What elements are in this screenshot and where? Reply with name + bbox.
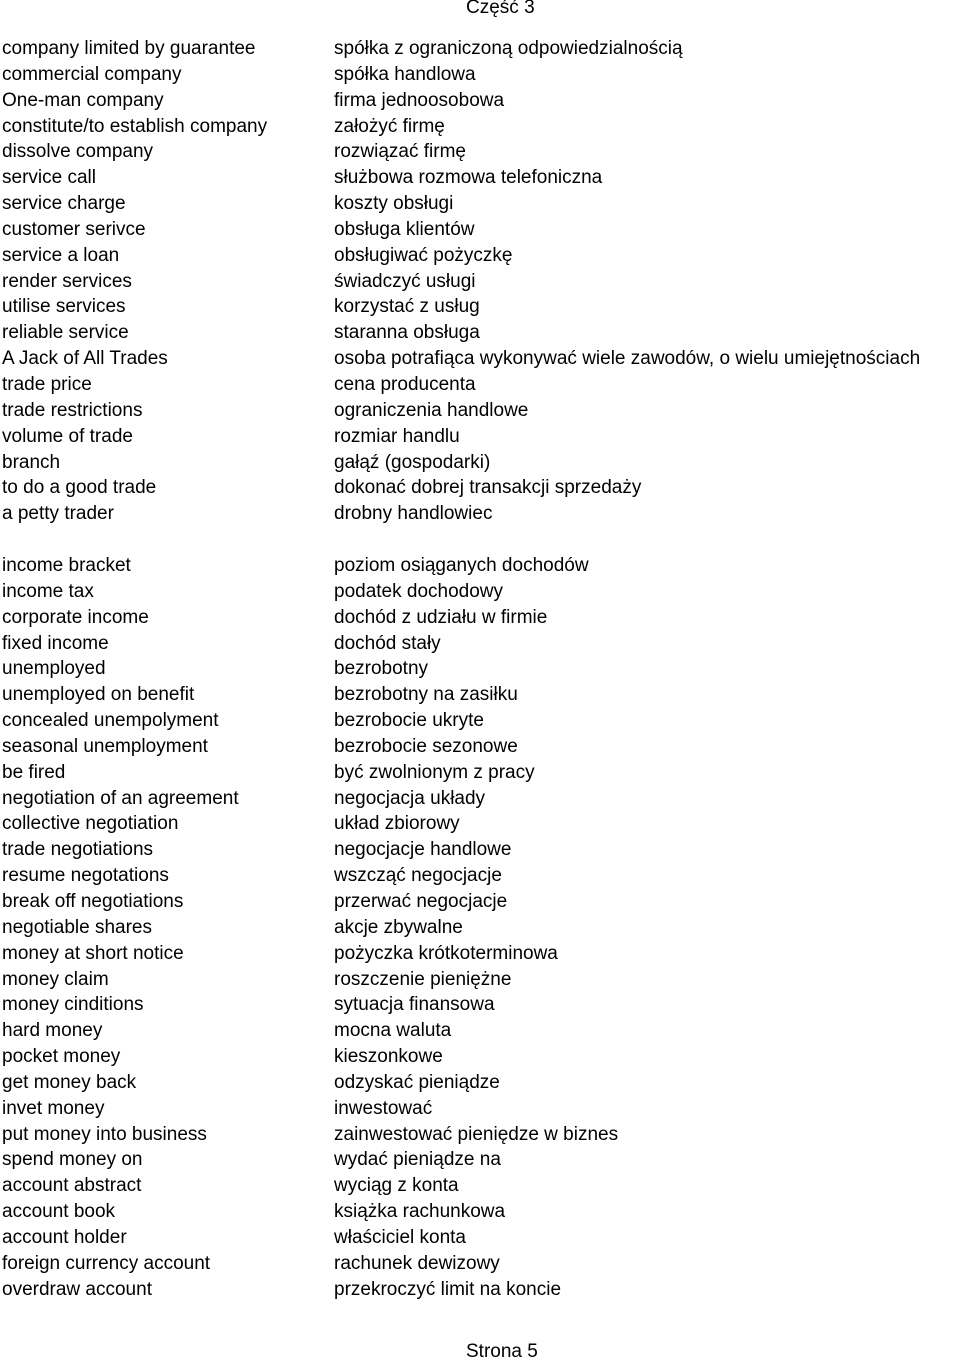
english-term: pocket money (2, 1046, 121, 1068)
english-term: to do a good trade (2, 477, 157, 499)
polish-translation: korzystać z usług (334, 296, 480, 318)
vocab-row (0, 294, 960, 320)
vocab-row (0, 631, 960, 657)
english-term: account abstract (2, 1175, 142, 1197)
polish-translation: rachunek dewizowy (334, 1252, 500, 1274)
vocab-row (0, 475, 960, 501)
polish-translation: dochód z udziału w firmie (334, 606, 548, 628)
english-term: service call (2, 167, 96, 189)
english-term: commercial company (2, 63, 182, 85)
polish-translation: świadczyć usługi (334, 270, 476, 292)
polish-translation: akcje zbywalne (334, 916, 463, 938)
polish-translation: dokonać dobrej transakcji sprzedaży (334, 477, 642, 499)
polish-translation: obsługiwać pożyczkę (334, 244, 513, 266)
vocab-row (0, 1173, 960, 1199)
polish-translation: dochód stały (334, 632, 441, 654)
polish-translation: kieszonkowe (334, 1046, 443, 1068)
english-term: negotiation of an agreement (2, 787, 239, 809)
vocab-row (0, 1122, 960, 1148)
vocab-row (0, 191, 960, 217)
english-term: hard money (2, 1020, 103, 1042)
english-term: concealed unempolyment (2, 710, 219, 732)
vocab-row (0, 1147, 960, 1173)
polish-translation: odzyskać pieniądze (334, 1071, 500, 1093)
vocab-row (0, 1199, 960, 1225)
english-term: be fired (2, 761, 66, 783)
polish-translation: przekroczyć limit na koncie (334, 1278, 562, 1300)
vocab-row (0, 1018, 960, 1044)
polish-translation: bezrobotny na zasiłku (334, 684, 518, 706)
vocab-row (0, 1044, 960, 1070)
vocab-row (0, 1070, 960, 1096)
english-term: money claim (2, 968, 109, 990)
polish-translation: mocna waluta (334, 1020, 452, 1042)
english-term: a petty trader (2, 503, 114, 525)
vocab-row (0, 139, 960, 165)
polish-translation: bezrobocie sezonowe (334, 735, 518, 757)
english-term: branch (2, 451, 61, 473)
vocab-row (0, 786, 960, 812)
polish-translation: inwestować (334, 1097, 433, 1119)
polish-translation: bezrobotny (334, 658, 429, 680)
polish-translation: staranna obsługa (334, 322, 480, 344)
polish-translation: wyciąg z konta (334, 1175, 459, 1197)
vocab-row (0, 62, 960, 88)
polish-translation: negocjacje handlowe (334, 839, 512, 861)
polish-translation: roszczenie pieniężne (334, 968, 512, 990)
vocab-row (0, 424, 960, 450)
vocab-row (0, 992, 960, 1018)
vocab-row (0, 88, 960, 114)
vocab-row (0, 269, 960, 295)
english-term: reliable service (2, 322, 129, 344)
english-term: service a loan (2, 244, 120, 266)
polish-translation: obsługa klientów (334, 218, 475, 240)
english-term: trade price (2, 373, 92, 395)
vocab-row (0, 682, 960, 708)
vocab-row (0, 811, 960, 837)
vocab-row (0, 889, 960, 915)
english-term: collective negotiation (2, 813, 179, 835)
polish-translation: firma jednoosobowa (334, 89, 505, 111)
english-term: overdraw account (2, 1278, 152, 1300)
vocab-row (0, 372, 960, 398)
page-footer: Strona 5 (466, 1341, 538, 1362)
english-term: break off negotiations (2, 890, 184, 912)
english-term: seasonal unemployment (2, 735, 208, 757)
vocab-row (0, 941, 960, 967)
english-term: income tax (2, 580, 94, 602)
english-term: service charge (2, 193, 126, 215)
english-term: negotiable shares (2, 916, 152, 938)
english-term: foreign currency account (2, 1252, 211, 1274)
english-term: fixed income (2, 632, 109, 654)
polish-translation: podatek dochodowy (334, 580, 504, 602)
vocab-row (0, 217, 960, 243)
vocab-row (0, 36, 960, 62)
polish-translation: założyć firmę (334, 115, 445, 137)
english-term: utilise services (2, 296, 126, 318)
vocab-row (0, 1096, 960, 1122)
polish-translation: być zwolnionym z pracy (334, 761, 535, 783)
page-header: Część 3 (466, 0, 535, 18)
vocab-row (0, 1251, 960, 1277)
polish-translation: rozwiązać firmę (334, 141, 466, 163)
polish-translation: właściciel konta (334, 1226, 466, 1248)
english-term: constitute/to establish company (2, 115, 268, 137)
polish-translation: negocjacja układy (334, 787, 486, 809)
polish-translation: bezrobocie ukryte (334, 710, 484, 732)
english-term: A Jack of All Trades (2, 348, 168, 370)
polish-translation: poziom osiąganych dochodów (334, 555, 589, 576)
english-term: corporate income (2, 606, 149, 628)
vocab-row (0, 967, 960, 993)
vocab-row (0, 760, 960, 786)
vocabulary-section-1 (0, 36, 960, 527)
vocab-row (0, 165, 960, 191)
polish-translation: układ zbiorowy (334, 813, 460, 835)
polish-translation: pożyczka krótkoterminowa (334, 942, 558, 964)
polish-translation: cena producenta (334, 373, 476, 395)
polish-translation: osoba potrafiąca wykonywać wiele zawodów, o wielu umiejętnościach (334, 348, 921, 370)
english-term: unemployed (2, 658, 106, 680)
polish-translation: służbowa rozmowa telefoniczna (334, 167, 603, 189)
polish-translation: koszty obsługi (334, 193, 454, 215)
vocab-row (0, 346, 960, 372)
vocab-row (0, 708, 960, 734)
vocab-row (0, 863, 960, 889)
polish-translation: wszcząć negocjacje (334, 865, 502, 887)
polish-translation: zainwestować pieniędze w biznes (334, 1123, 619, 1145)
vocab-row (0, 114, 960, 140)
english-term: get money back (2, 1071, 137, 1093)
vocab-row (0, 734, 960, 760)
english-term: volume of trade (2, 425, 133, 447)
vocab-row (0, 243, 960, 269)
polish-translation: ograniczenia handlowe (334, 399, 529, 421)
english-term: One-man company (2, 89, 164, 111)
vocab-row (0, 398, 960, 424)
vocab-row (0, 450, 960, 476)
english-term: account book (2, 1201, 116, 1223)
english-term: unemployed on benefit (2, 684, 195, 706)
polish-translation: gałąź (gospodarki) (334, 451, 491, 473)
vocab-row (0, 579, 960, 605)
vocab-row (0, 501, 960, 527)
english-term: put money into business (2, 1123, 207, 1145)
vocab-row (0, 837, 960, 863)
polish-translation: przerwać negocjacje (334, 890, 508, 912)
vocab-row (0, 656, 960, 682)
english-term: money cinditions (2, 994, 144, 1016)
vocab-row (0, 1225, 960, 1251)
vocab-row (0, 320, 960, 346)
english-term: money at short notice (2, 942, 184, 964)
vocab-row (0, 1277, 960, 1303)
polish-translation: spółka handlowa (334, 63, 476, 85)
polish-translation: rozmiar handlu (334, 425, 460, 447)
vocab-row (0, 605, 960, 631)
english-term: account holder (2, 1226, 127, 1248)
english-term: income bracket (2, 555, 131, 576)
vocab-row (0, 915, 960, 941)
polish-translation: książka rachunkowa (334, 1201, 506, 1223)
english-term: spend money on (2, 1149, 143, 1171)
english-term: customer serivce (2, 218, 146, 240)
polish-translation: drobny handlowiec (334, 503, 493, 525)
english-term: invet money (2, 1097, 105, 1119)
vocabulary-section-2 (0, 553, 960, 1302)
vocab-row (0, 553, 960, 579)
english-term: resume negotations (2, 865, 169, 887)
english-term: render services (2, 270, 132, 292)
polish-translation: spółka z ograniczoną odpowiedzialnością (334, 38, 683, 59)
polish-translation: sytuacja finansowa (334, 994, 495, 1016)
english-term: company limited by guarantee (2, 38, 256, 59)
english-term: trade restrictions (2, 399, 143, 421)
english-term: trade negotiations (2, 839, 154, 861)
polish-translation: wydać pieniądze na (334, 1149, 501, 1171)
english-term: dissolve company (2, 141, 154, 163)
